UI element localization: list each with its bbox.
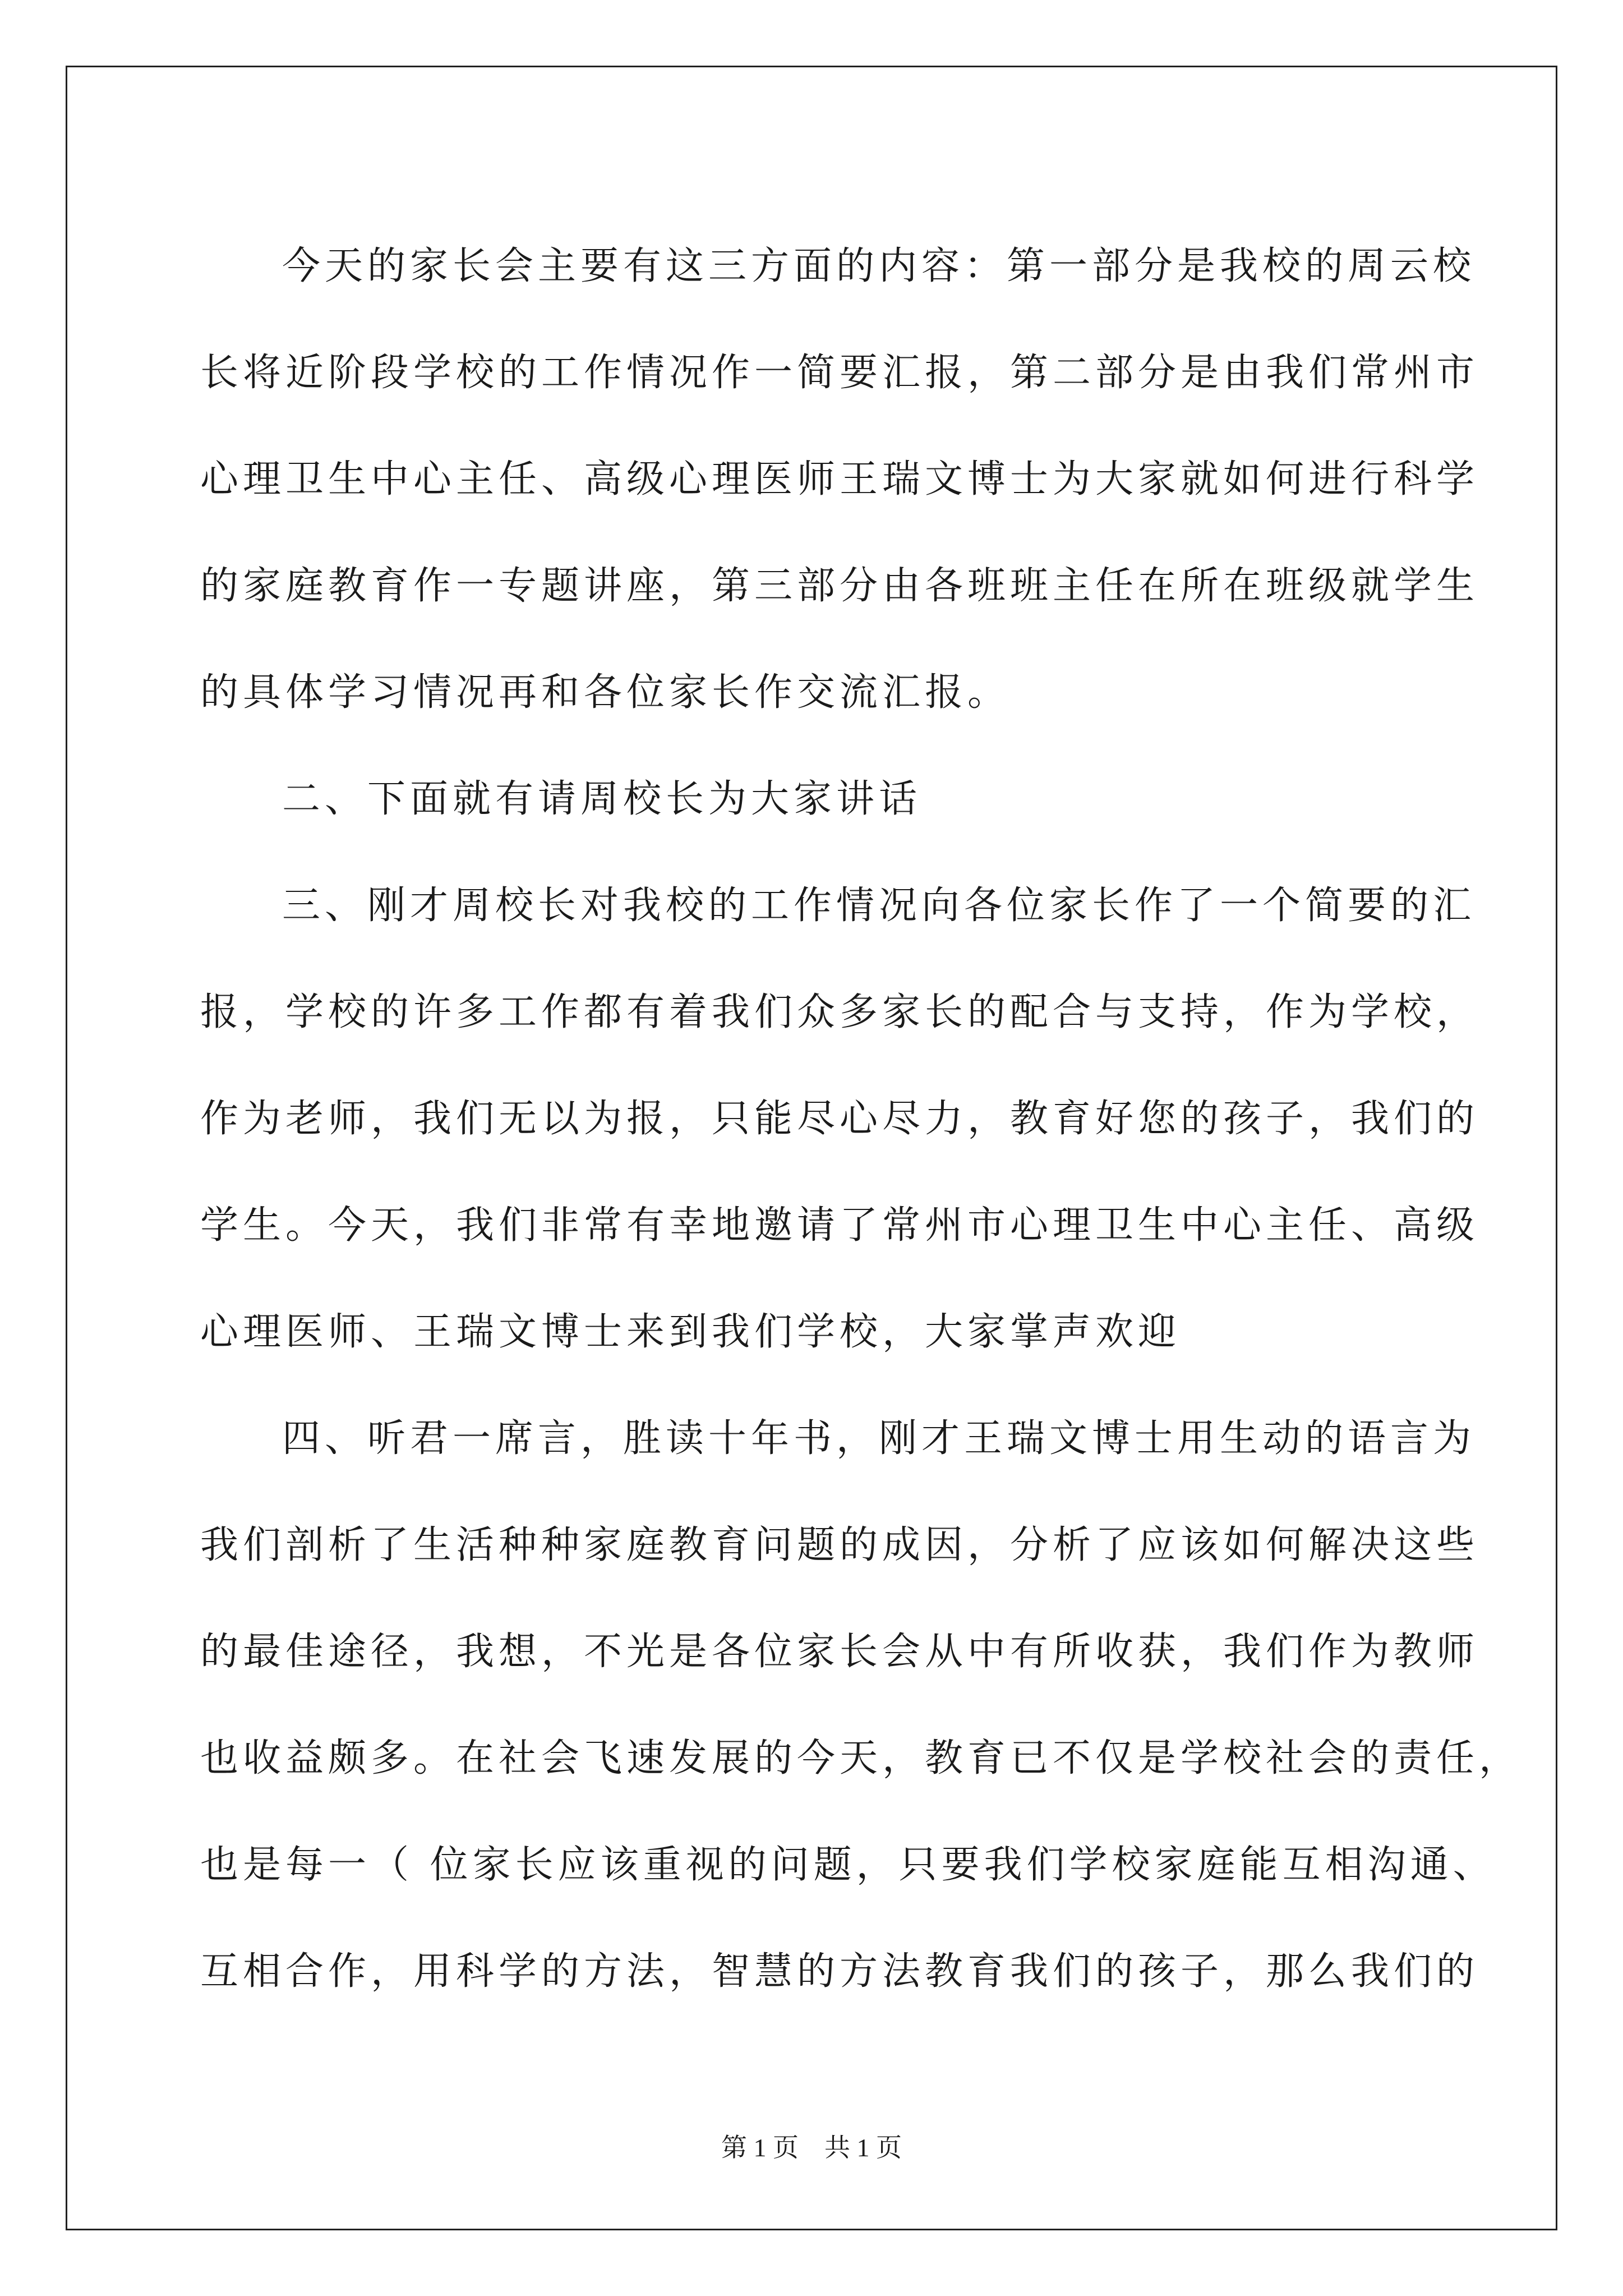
text-line: 的具体学习情况再和各位家长作交流汇报。 (200, 670, 1011, 715)
text-line: 三、刚才周校长对我校的工作情况向各位家长作了一个简要的汇 (282, 884, 1476, 928)
text-line: 学生。今天，我们非常有幸地邀请了常州市心理卫生中心主任、高级 (200, 1203, 1479, 1248)
text-line: 也收益颇多。在社会飞速发展的今天，教育已不仅是学校社会的责任， (200, 1736, 1522, 1780)
text-line: 今天的家长会主要有这三方面的内容：第一部分是我校的周云校 (282, 244, 1476, 288)
text-line: 心理卫生中心主任、高级心理医师王瑞文博士为大家就如何进行科学 (200, 457, 1479, 501)
page-number: 第 1 页 共 1 页 (721, 2133, 902, 2162)
text-line: 的最佳途径，我想，不光是各位家长会从中有所收获，我们作为教师 (200, 1630, 1479, 1674)
text-line: 四、听君一席言，胜读十年书，刚才王瑞文博士用生动的语言为 (282, 1416, 1476, 1461)
text-line: 长将近阶段学校的工作情况作一简要汇报，第二部分是由我们常州市 (200, 351, 1479, 395)
text-line: 的家庭教育作一专题讲座，第三部分由各班班主任在所在班级就学生 (200, 564, 1479, 608)
text-line: 二、下面就有请周校长为大家讲话 (282, 777, 922, 821)
text-line: 作为老师，我们无以为报，只能尽心尽力，教育好您的孩子，我们的 (200, 1097, 1479, 1141)
text-line: 互相合作，用科学的方法，智慧的方法教育我们的孩子，那么我们的 (200, 1949, 1479, 1994)
page-footer (0, 2127, 1623, 2164)
text-line: 报，学校的许多工作都有着我们众多家长的配合与支持，作为学校， (200, 990, 1479, 1034)
text-line: 心理医师、王瑞文博士来到我们学校，大家掌声欢迎 (200, 1310, 1181, 1354)
text-line: 我们剖析了生活种种家庭教育问题的成因，分析了应该如何解决这些 (200, 1523, 1479, 1567)
document-body (200, 213, 1522, 2025)
text-line: 也是每一（ 位家长应该重视的问题，只要我们学校家庭能互相沟通、 (200, 1843, 1496, 1887)
